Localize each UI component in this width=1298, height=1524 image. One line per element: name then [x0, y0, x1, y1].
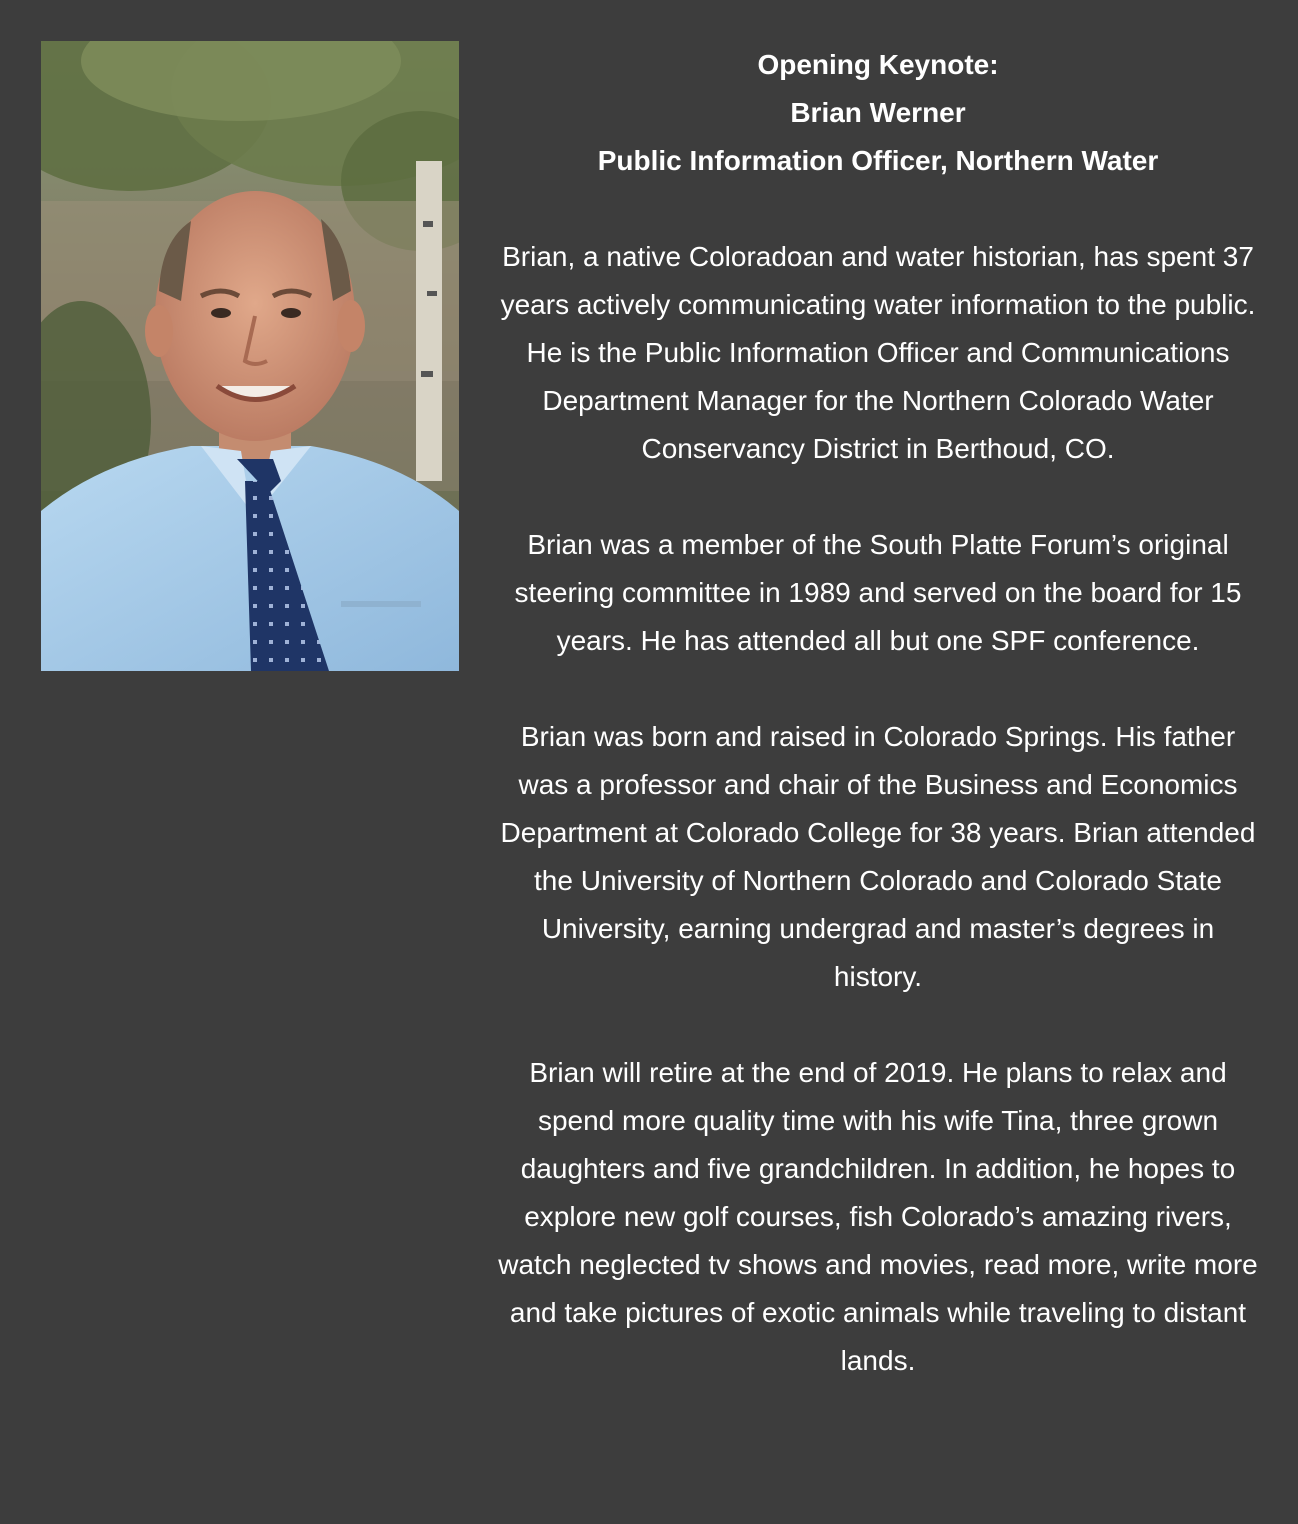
bio-paragraph: Brian will retire at the end of 2019. He plans to relax and spend more quality time with his wife Tina, three grown daughters and five grandchildren. In addition, he hopes to explore new golf courses, fish Colorado’s amazing rivers, watch neglected tv shows and movies, read more, write more and take pictures of exotic animals while traveling to distant lands. [498, 1057, 1258, 1376]
speaker-portrait-icon [41, 41, 459, 671]
keynote-label: Opening Keynote: [757, 49, 999, 80]
bio-paragraph: Brian was born and raised in Colorado Springs. His father was a professor and chair of the Business and Economics Department at Colorado College for 38 years. Brian attended the University of Northern Colorado and Colorado State University, earning undergrad and master’s degrees in history. [500, 721, 1256, 992]
bio-paragraph: Brian was a member of the South Platte Forum’s original steering committee in 1989 and served on the board for 15 years. He has attended all but one SPF conference. [514, 529, 1242, 656]
speaker-name: Brian Werner [790, 97, 966, 128]
keynote-bio [495, 41, 1261, 1385]
speaker-photo [41, 41, 459, 671]
speaker-title: Public Information Officer, Northern Water [597, 145, 1159, 176]
bio-paragraph: Brian, a native Coloradoan and water historian, has spent 37 years actively communicating water information to the public. He is the Public Information Officer and Communications Department Manager for the Northern Colorado Water Conservancy District in Berthoud, CO. [500, 241, 1256, 464]
